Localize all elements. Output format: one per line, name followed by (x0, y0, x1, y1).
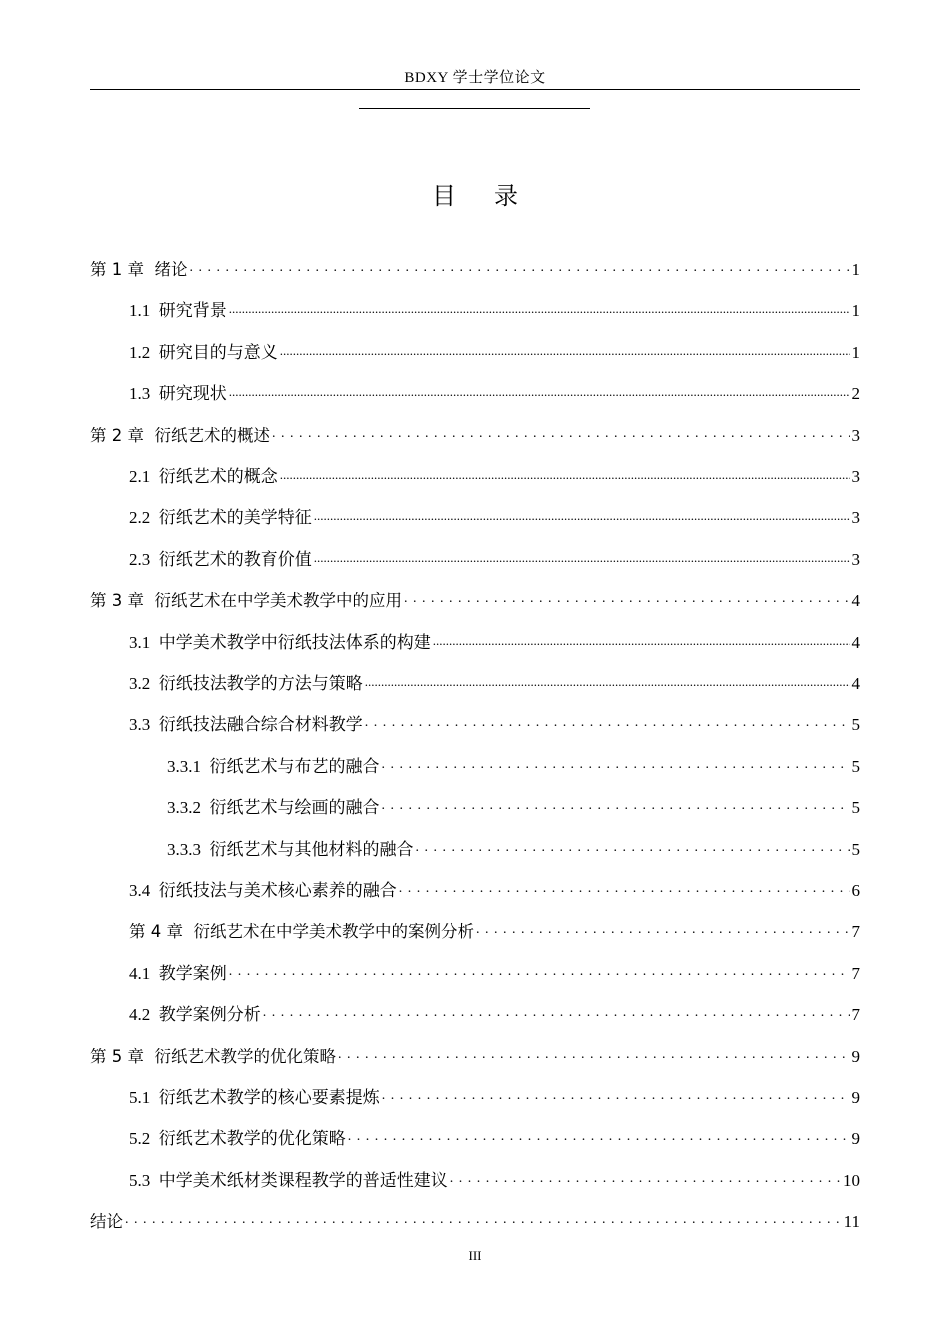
toc-entry-number: 4.1 (129, 963, 151, 983)
toc-leader-dots (125, 1216, 842, 1232)
toc-entry-number: 第 5 章 (90, 1046, 144, 1066)
toc-entry[interactable] (90, 364, 860, 404)
toc-entry-number: 2.2 (129, 508, 151, 528)
toc-entry[interactable] (90, 323, 860, 363)
toc-entry-title: 衍纸艺术在中学美术教学中的案例分析 (193, 922, 474, 942)
toc-entry-title: 衍纸技法教学的方法与策略 (158, 674, 363, 693)
toc-entry-label (129, 964, 227, 984)
toc-leader-dots (272, 430, 850, 446)
toc-entry-number: 3.3.1 (167, 756, 201, 776)
toc-entry-label (167, 757, 380, 777)
toc-entry-number: 第 2 章 (90, 425, 144, 445)
toc-entry-number: 2.3 (129, 549, 151, 569)
toc-entry[interactable] (90, 281, 860, 321)
toc-entry-number: 1.1 (129, 301, 151, 321)
toc-entry-label (129, 881, 397, 901)
toc-entry-page: 3 (851, 425, 860, 445)
toc-leader-dots (365, 719, 850, 735)
toc-entry-title: 中学美术教学中衍纸技法体系的构建 (158, 632, 431, 652)
toc-entry-page: 5 (851, 756, 860, 776)
toc-entry-number: 2.1 (129, 467, 151, 486)
running-header: BDXY 学士学位论文 (404, 70, 546, 86)
toc-leader-dots (263, 1009, 850, 1025)
toc-leader-dots (450, 1175, 841, 1191)
toc-entry-number: 5.3 (129, 1170, 151, 1190)
toc-entry-page: 7 (851, 922, 860, 942)
toc-entry-title: 衍纸艺术教学的核心要素提炼 (158, 1088, 380, 1107)
toc-entry[interactable] (90, 1192, 860, 1232)
toc-leader-dots (314, 554, 850, 570)
toc-leader-dots (382, 1092, 850, 1108)
toc-entry-label (129, 550, 312, 570)
toc-entry-page: 3 (851, 508, 860, 528)
toc-entry-page: 5 (851, 798, 860, 818)
toc-entry-page: 9 (851, 1129, 860, 1149)
toc-entry[interactable] (90, 571, 860, 611)
toc-entry-number: 3.2 (129, 674, 151, 693)
toc-entry-label (167, 840, 414, 860)
toc-leader-dots (280, 347, 850, 363)
toc-entry-title: 衍纸艺术教学的优化策略 (158, 1129, 346, 1149)
toc-leader-dots (229, 388, 850, 404)
toc-leader-dots (404, 595, 850, 611)
toc-leader-dots (314, 512, 850, 528)
toc-entry-title: 教学案例分析 (158, 1005, 261, 1025)
toc-leader-dots (365, 678, 850, 694)
toc-entry-title: 衍纸艺术的教育价值 (158, 549, 312, 569)
toc-entry-label (90, 260, 188, 280)
toc-entry-number: 5.1 (129, 1088, 151, 1107)
toc-entry[interactable] (90, 737, 860, 777)
toc-entry-title: 研究背景 (158, 301, 227, 321)
toc-entry-label (90, 1212, 123, 1232)
toc-leader-dots (382, 761, 850, 777)
title-rule (359, 108, 590, 109)
toc-leader-dots (280, 471, 850, 487)
toc-entry-title: 研究目的与意义 (158, 342, 278, 362)
toc-leader-dots (476, 926, 850, 942)
toc-entry-label (129, 1005, 261, 1025)
toc-entry-page: 9 (851, 1088, 860, 1107)
toc-entry-page: 3 (851, 549, 860, 569)
toc-entry-label (90, 1047, 336, 1067)
toc-entry[interactable] (90, 1068, 860, 1108)
toc-entry[interactable] (90, 820, 860, 860)
toc-entry[interactable] (90, 1027, 860, 1067)
toc-entry-page: 6 (851, 881, 860, 900)
toc-leader-dots (399, 885, 850, 901)
toc-entry[interactable] (90, 861, 860, 901)
toc-entry[interactable] (90, 530, 860, 570)
toc-entry-label (129, 508, 312, 528)
toc-entry[interactable] (90, 488, 860, 528)
toc-entry-number: 第 1 章 (90, 260, 144, 279)
toc-entry[interactable] (90, 447, 860, 487)
toc-entry-title: 中学美术纸材类课程教学的普适性建议 (158, 1170, 448, 1190)
toc-entry-number: 3.3 (129, 715, 151, 735)
toc-entry-page: 5 (851, 715, 860, 735)
toc-entry[interactable] (90, 613, 860, 653)
toc-entry[interactable] (90, 778, 860, 818)
toc-entry-page: 10 (843, 1170, 860, 1190)
toc-leader-dots (338, 1051, 850, 1067)
toc-entry-page: 4 (851, 674, 860, 693)
toc-entry-title: 衍纸艺术与其他材料的融合 (209, 839, 414, 859)
toc-entry-title: 衍纸艺术与布艺的融合 (209, 756, 380, 776)
toc-entry-page: 7 (851, 1005, 860, 1025)
toc-entry-label (129, 384, 227, 404)
toc-entry-label (129, 674, 363, 694)
toc-entry[interactable] (90, 654, 860, 694)
toc-entry[interactable] (90, 985, 860, 1025)
toc-entry-page: 7 (851, 963, 860, 983)
toc-entry[interactable] (90, 406, 860, 446)
toc-entry-number: 1.2 (129, 342, 151, 362)
page-number: III (468, 1248, 482, 1263)
toc-entry-page: 5 (851, 839, 860, 859)
toc-leader-dots (433, 637, 850, 653)
toc-entry-page: 1 (851, 260, 860, 279)
toc-entry[interactable] (90, 1109, 860, 1149)
toc-entry-label (129, 343, 278, 363)
toc-entry-title: 衍纸艺术的美学特征 (158, 508, 312, 528)
toc-entry-page: 4 (851, 632, 860, 652)
toc-leader-dots (190, 264, 850, 280)
toc-entry-page: 2 (851, 384, 860, 404)
toc-entry-label (90, 591, 402, 611)
toc-entry-label (129, 1088, 380, 1108)
toc-entry[interactable] (90, 944, 860, 984)
toc-entry-page: 9 (851, 1046, 860, 1066)
toc-entry-title: 结论 (90, 1212, 123, 1232)
toc-entry-page: 1 (851, 301, 860, 321)
toc-entry-label (129, 1129, 346, 1149)
toc-entry-label (129, 301, 227, 321)
toc-entry-title: 衍纸艺术教学的优化策略 (154, 1046, 336, 1066)
toc-entry-page: 4 (851, 591, 860, 611)
toc-entry[interactable] (90, 240, 860, 280)
toc-entry-label (129, 1171, 448, 1191)
toc-entry-title: 衍纸艺术的概述 (154, 425, 270, 445)
toc-entry-number: 4.2 (129, 1005, 151, 1025)
toc-entry-title: 衍纸艺术在中学美术教学中的应用 (154, 591, 402, 611)
toc-entry-label (129, 715, 363, 735)
toc-leader-dots (348, 1133, 850, 1149)
header-rule (90, 89, 860, 90)
toc-entry-title: 衍纸技法与美术核心素养的融合 (158, 881, 397, 900)
toc-leader-dots (382, 802, 850, 818)
toc-entry-page: 3 (851, 467, 860, 486)
page-title: 目录 (432, 182, 556, 210)
toc-entry-title: 衍纸艺术与绘画的融合 (209, 798, 380, 818)
toc-entry-label (167, 798, 380, 818)
toc-entry-title: 衍纸艺术的概念 (158, 467, 278, 486)
toc-entry-number: 第 4 章 (129, 922, 183, 942)
toc-entry-title: 衍纸技法融合综合材料教学 (158, 715, 363, 735)
toc-entry-number: 1.3 (129, 384, 151, 404)
toc-leader-dots (229, 968, 850, 984)
toc-entry-label (129, 467, 278, 487)
toc-entry-page: 1 (851, 342, 860, 362)
toc-entry-number: 5.2 (129, 1129, 151, 1149)
toc-entry-title: 教学案例 (158, 963, 227, 983)
toc-entry-title: 绪论 (154, 260, 188, 279)
toc-leader-dots (416, 844, 850, 860)
toc-entry[interactable] (90, 1151, 860, 1191)
toc-entry-number: 3.3.2 (167, 798, 201, 818)
toc-entry-label (129, 922, 474, 942)
toc-entry-title: 研究现状 (158, 384, 227, 404)
toc-entry-number: 第 3 章 (90, 591, 144, 611)
toc-entry-number: 3.3.3 (167, 839, 201, 859)
toc-entry-label (90, 426, 270, 446)
toc-entry-number: 3.4 (129, 881, 151, 900)
toc-entry-page: 11 (843, 1212, 860, 1232)
toc-entry-label (129, 633, 431, 653)
toc-entry[interactable] (90, 902, 860, 942)
toc-entry-number: 3.1 (129, 632, 151, 652)
toc-entry[interactable] (90, 695, 860, 735)
toc-leader-dots (229, 305, 850, 321)
